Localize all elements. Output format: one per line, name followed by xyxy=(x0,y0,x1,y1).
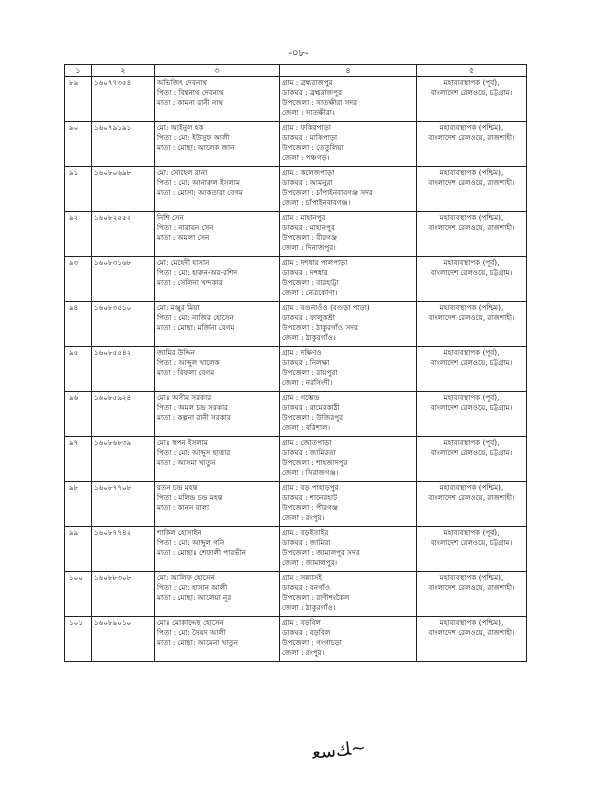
posting-line: বাংলাদেশ রেলওয়ে, রাজশাহী। xyxy=(428,313,515,323)
address-line: ডাকঘর : মাকিপাড়া xyxy=(282,133,338,143)
table-row xyxy=(65,617,527,662)
person-cell xyxy=(155,257,280,302)
person-line: মো: মেহেদী হাসান xyxy=(157,258,210,268)
person-line: মোঃ মোকাদ্দেছ হোসেন xyxy=(157,618,224,628)
address-line: উপজেলা : রায়পুরা xyxy=(282,368,338,378)
person-line: পিতা : অমল চন্দ্র সরকার xyxy=(157,403,229,413)
address-cell xyxy=(280,482,417,527)
posting-cell xyxy=(417,122,527,167)
roll-cell: ১৬০৭৯১৯১ xyxy=(92,122,155,167)
posting-line: মহাব্যবস্থাপক (পূর্ব), xyxy=(443,258,500,268)
header-col-2: ২ xyxy=(92,65,155,77)
address-line: গ্রাম : ব্রহ্মরাজপুর xyxy=(282,78,333,88)
posting-line: মহাব্যবস্থাপক (পূর্ব), xyxy=(443,438,500,448)
address-cell xyxy=(280,77,417,122)
posting-cell xyxy=(417,437,527,482)
address-line: ডাকঘর : বড়বিল xyxy=(282,628,331,638)
address-line: জেলা : রংপুর। xyxy=(282,648,325,658)
serial-cell: ৯৪ xyxy=(65,302,92,347)
serial-cell: ৯১ xyxy=(65,167,92,212)
posting-line: বাংলাদেশ রেলওয়ে, চট্টগ্রাম। xyxy=(430,538,513,548)
address-cell xyxy=(280,212,417,257)
posting-line: বাংলাদেশ রেলওয়ে, রাজশাহী। xyxy=(428,133,515,143)
table-row xyxy=(65,347,527,392)
person-line: মাতা : মোছাঃ শেফালী পারভীন xyxy=(157,548,246,558)
address-line: জেলা : চাঁপাইনবাবগঞ্জ। xyxy=(282,198,351,208)
posting-cell xyxy=(417,167,527,212)
address-line: ডাকঘর : বনগাঁও xyxy=(282,583,331,593)
person-line: পিতা : মো: আব্দুল গনি xyxy=(157,538,225,548)
person-line: পিতা : মো: হাসান আলী xyxy=(157,583,228,593)
address-line: ডাকঘর : রামেরকাঠী xyxy=(282,403,340,413)
table-header xyxy=(65,65,527,77)
posting-line: বাংলাদেশ রেলওয়ে, চট্টগ্রাম। xyxy=(430,268,513,278)
serial-cell: ৯৩ xyxy=(65,257,92,302)
person-line: পিতা : মো: নাজির হোসেন xyxy=(157,313,234,323)
person-line: পিতা : আব্দুল খালেক xyxy=(157,358,220,368)
address-line: জেলা : সাতক্ষীরা। xyxy=(282,108,335,118)
address-line: উপজেলা : বীরগঞ্জ xyxy=(282,233,338,243)
person-line: মাতা : কল্পনা রানী সরকার xyxy=(157,413,231,423)
table-row xyxy=(65,572,527,617)
posting-line: মহাব্যবস্থাপক (পূর্ব), xyxy=(443,348,500,358)
person-line: পিতা : বিশ্বনাথ দেবনাথ xyxy=(157,88,224,98)
roll-cell: ১৬০৮০৬৯৮ xyxy=(92,167,155,212)
person-cell xyxy=(155,437,280,482)
serial-cell: ১০০ xyxy=(65,572,92,617)
posting-line: মহাব্যবস্থাপক (পশ্চিম), xyxy=(439,303,504,313)
address-line: জেলা : দিনাজপুর। xyxy=(282,243,336,253)
person-line: পিতা : মো: আনারুল ইসলাম xyxy=(157,178,240,188)
person-line: মাতা : সেলিনা খন্দকার xyxy=(157,278,223,288)
address-cell xyxy=(280,572,417,617)
person-line: অভিজিৎ দেবনাথ xyxy=(157,78,207,88)
address-line: গ্রাম : দক্ষিণও xyxy=(282,348,322,358)
address-cell xyxy=(280,347,417,392)
address-line: ডাকঘর : ব্রহ্মরাজপুর xyxy=(282,88,343,98)
posting-line: মহাব্যবস্থাপক (পশ্চিম), xyxy=(439,213,504,223)
posting-line: বাংলাদেশ রেলওয়ে, রাজশাহী। xyxy=(428,223,515,233)
roll-cell: ১৬০৮৩১৬৮ xyxy=(92,257,155,302)
person-line: পিতা : মো: সৈয়দ আলী xyxy=(157,628,226,638)
roll-cell: ১৬০৮৫৫৪২ xyxy=(92,347,155,392)
address-cell xyxy=(280,437,417,482)
address-line: উপজেলা : ঠাকুরগাঁও সদর xyxy=(282,323,358,333)
roll-cell: ১৬০৮৭৭০৮ xyxy=(92,482,155,527)
address-line: গ্রাম : দশধার পালপাড়া xyxy=(282,258,348,268)
table-row xyxy=(65,77,527,122)
posting-line: মহাব্যবস্থাপক (পূর্ব), xyxy=(443,393,500,403)
posting-line: মহাব্যবস্থাপক (পশ্চিম), xyxy=(439,618,504,628)
address-line: উপজেলা : রাণীশংকৈল xyxy=(282,593,350,603)
address-line: ডাকঘর : শানেরহাট xyxy=(282,493,338,503)
posting-line: মহাব্যবস্থাপক (পশ্চিম), xyxy=(439,573,504,583)
address-line: গ্রাম : মাহানপুর xyxy=(282,213,326,223)
table-row xyxy=(65,302,527,347)
posting-line: বাংলাদেশ রেলওয়ে, রাজশাহী। xyxy=(428,583,515,593)
person-line: পিতা : মো: হারুন-অর-রশিদ xyxy=(157,268,238,278)
person-line: শাকিল হোসাইন xyxy=(157,528,202,538)
address-line: গ্রাম : বড়বিল xyxy=(282,618,321,628)
person-line: মাতা : মোছা: আলেক জান xyxy=(157,143,235,153)
candidate-table xyxy=(64,64,527,662)
roll-cell: ১৬০৭৭৩৫৪ xyxy=(92,77,155,122)
serial-cell: ৯৯ xyxy=(65,527,92,572)
posting-line: বাংলাদেশ রেলওয়ে, চট্টগ্রাম। xyxy=(430,403,513,413)
person-line: পিতা : মো: আব্দুস ছাত্তার xyxy=(157,448,231,458)
person-line: নিশি সেন xyxy=(157,213,184,223)
person-cell xyxy=(155,527,280,572)
posting-cell xyxy=(417,617,527,662)
address-line: গ্রাম : গম্ভেন্দ্র xyxy=(282,393,320,403)
person-line: পিতা : মো: ইউসুফ আলী xyxy=(157,133,230,143)
posting-line: মহাব্যবস্থাপক (পশ্চিম), xyxy=(439,123,504,133)
table-row xyxy=(65,212,527,257)
address-line: জেলা : ঠাকুরগাঁও। xyxy=(282,603,336,613)
address-line: গ্রাম : কলেজপাড়া xyxy=(282,168,335,178)
address-line: গ্রাম : বগুনাওঁও (বগুড়া পাড়া) xyxy=(282,303,370,313)
person-cell xyxy=(155,617,280,662)
posting-line: মহাব্যবস্থাপক (পশ্চিম), xyxy=(439,483,504,493)
person-cell xyxy=(155,302,280,347)
person-cell xyxy=(155,392,280,437)
person-cell xyxy=(155,482,280,527)
posting-line: বাংলাদেশ রেলওয়ে, রাজশাহী। xyxy=(428,493,515,503)
serial-cell: ৯৮ xyxy=(65,482,92,527)
person-line: পিতা : নারায়ন সেন xyxy=(157,223,214,233)
posting-cell xyxy=(417,527,527,572)
roll-cell: ১৬০৮৫৯২৪ xyxy=(92,392,155,437)
serial-cell: ৯০ xyxy=(65,122,92,167)
person-cell xyxy=(155,167,280,212)
address-line: জেলা : জামালপুর। xyxy=(282,558,338,568)
serial-cell: ১০১ xyxy=(65,617,92,662)
serial-cell: ৯৭ xyxy=(65,437,92,482)
address-line: ডাকঘর : আমনুরা xyxy=(282,178,333,188)
posting-line: বাংলাদেশ রেলওয়ে, রাজশাহী। xyxy=(428,628,515,638)
person-line: মাতা : কানন বালা xyxy=(157,503,210,513)
posting-cell xyxy=(417,302,527,347)
address-line: জেলা : পঞ্চগড়। xyxy=(282,153,330,163)
serial-cell: ৯৫ xyxy=(65,347,92,392)
serial-cell: ৮৯ xyxy=(65,77,92,122)
address-line: জেলা : বরিশাল। xyxy=(282,423,331,433)
address-line: উপজেলা : উজিরপুর xyxy=(282,413,344,423)
table-row xyxy=(65,437,527,482)
header-col-4: ৪ xyxy=(280,65,417,77)
signature: ﻚﺳﻌ~ xyxy=(311,737,367,764)
address-line: গ্রাম : ফকিরপাড়া xyxy=(282,123,331,133)
page-number: -০৮- xyxy=(288,48,309,59)
address-line: উপজেলা : জামালপুর সদর xyxy=(282,548,360,558)
posting-cell xyxy=(417,212,527,257)
address-line: উপজেলা : গংগাচড়া xyxy=(282,638,342,648)
table-row xyxy=(65,527,527,572)
table-row xyxy=(65,122,527,167)
posting-line: বাংলাদেশ রেলওয়ে, চট্টগ্রাম। xyxy=(430,358,513,368)
person-line: মাতা : মোছা: মর্জিনা বেগম xyxy=(157,323,235,333)
address-line: ডাকঘর : জামিরতা xyxy=(282,448,336,458)
person-cell xyxy=(155,77,280,122)
address-line: জেলা : রংপুর। xyxy=(282,513,325,523)
person-cell xyxy=(155,347,280,392)
posting-line: বাংলাদেশ রেলওয়ে, রাজশাহী। xyxy=(428,178,515,188)
address-line: গ্রাম : সন্ন্যাসই xyxy=(282,573,322,583)
posting-cell xyxy=(417,392,527,437)
posting-cell xyxy=(417,482,527,527)
person-line: মো: আইনুল হক xyxy=(157,123,204,133)
address-line: ডাকঘর : নিলক্ষা xyxy=(282,358,330,368)
person-line: মোঃ অসীম সরকার xyxy=(157,393,212,403)
address-line: জেলা : ঠাকুরগাঁও। xyxy=(282,333,336,343)
person-line: মাতা : মোসা: আকতারা বেগম xyxy=(157,188,243,198)
person-cell xyxy=(155,212,280,257)
serial-cell: ৯৬ xyxy=(65,392,92,437)
roll-cell: ১৬০৮৬৮৩৯ xyxy=(92,437,155,482)
address-line: গ্রাম : জোতপাড়া xyxy=(282,438,332,448)
posting-cell xyxy=(417,77,527,122)
person-line: রতন চন্দ্র মহন্ত xyxy=(157,483,198,493)
posting-line: মহাব্যবস্থাপক (পশ্চিম), xyxy=(439,168,504,178)
posting-cell xyxy=(417,347,527,392)
address-line: ডাকঘর : জামিরা xyxy=(282,538,331,548)
posting-line: বাংলাদেশ রেলওয়ে, চট্টগ্রাম। xyxy=(430,448,513,458)
posting-cell xyxy=(417,572,527,617)
roll-cell: ১৬০৮২৫৫২ xyxy=(92,212,155,257)
person-line: মো: আলিফ হোসেন xyxy=(157,573,215,583)
person-line: মাতা : কামনা রানী নাথ xyxy=(157,98,224,108)
serial-cell: ৯২ xyxy=(65,212,92,257)
address-line: ডাকঘর : ফালুকশ্রী xyxy=(282,313,335,323)
posting-cell xyxy=(417,257,527,302)
person-line: মো: সোহেল রানা xyxy=(157,168,208,178)
person-line: মাতা : বিফলা বেগম xyxy=(157,368,215,378)
address-line: উপজেলা : তেতুলিয়া xyxy=(282,143,344,153)
address-line: জেলা : নরসিংদী। xyxy=(282,378,333,388)
roll-cell: ১৬০৮৯০১০ xyxy=(92,617,155,662)
address-cell xyxy=(280,617,417,662)
address-line: জেলা : সিরাজগঞ্জ। xyxy=(282,468,339,478)
posting-line: মহাব্যবস্থাপক (পূর্ব), xyxy=(443,78,500,88)
header-col-1: ১ xyxy=(65,65,92,77)
address-line: ডাকঘর : মাহানপুর xyxy=(282,223,335,233)
address-cell xyxy=(280,167,417,212)
address-line: উপজেলা : চাঁপাইনবাবগঞ্জ সদর xyxy=(282,188,373,198)
person-line: মাতা : মোছা: আমেনা খাতুন xyxy=(157,638,239,648)
address-line: গ্রাম : বড় পাহাড়পুর xyxy=(282,483,339,493)
address-line: জেলা : নেত্রকোণা। xyxy=(282,288,338,298)
person-line: মাতা : আসমা খাতুন xyxy=(157,458,216,468)
address-cell xyxy=(280,122,417,167)
person-line: মাতা : অমলা সেন xyxy=(157,233,210,243)
address-line: গ্রাম : বড়ইতাইর xyxy=(282,528,329,538)
table-row xyxy=(65,482,527,527)
address-cell xyxy=(280,257,417,302)
table-row xyxy=(65,167,527,212)
header-col-5: ৫ xyxy=(417,65,527,77)
roll-cell: ১৬০৮৮৩০৮ xyxy=(92,572,155,617)
person-cell xyxy=(155,122,280,167)
posting-line: মহাব্যবস্থাপক (পূর্ব), xyxy=(443,528,500,538)
person-line: মোঃ স্বপন ইসলাম xyxy=(157,438,208,448)
address-cell xyxy=(280,302,417,347)
header-col-3: ৩ xyxy=(155,65,280,77)
address-line: উপজেলা : শাহজাদপুর xyxy=(282,458,348,468)
person-line: মো: মঞ্জুর মিয়া xyxy=(157,303,200,313)
address-line: ডাকঘর : দশধার xyxy=(282,268,328,278)
person-line: মাতা : মোছা: আলেয়া নূর xyxy=(157,593,232,603)
person-cell xyxy=(155,572,280,617)
address-line: উপজেলা : পীরগঞ্জ xyxy=(282,503,338,513)
address-line: উপজেলা : বারহাট্টা xyxy=(282,278,339,288)
posting-line: বাংলাদেশ রেলওয়ে, চট্টগ্রাম। xyxy=(430,88,513,98)
address-line: উপজেলা : সাতক্ষীরা সদর xyxy=(282,98,358,108)
person-line: জামির উদ্দিন xyxy=(157,348,196,358)
table-row xyxy=(65,257,527,302)
person-line: পিতা : মলিন্দ্র চন্দ্র মহন্ত xyxy=(157,493,223,503)
roll-cell: ১৬০৮৩৫১০ xyxy=(92,302,155,347)
address-cell xyxy=(280,527,417,572)
address-cell xyxy=(280,392,417,437)
table-row xyxy=(65,392,527,437)
roll-cell: ১৬০৮৭৭৪২ xyxy=(92,527,155,572)
